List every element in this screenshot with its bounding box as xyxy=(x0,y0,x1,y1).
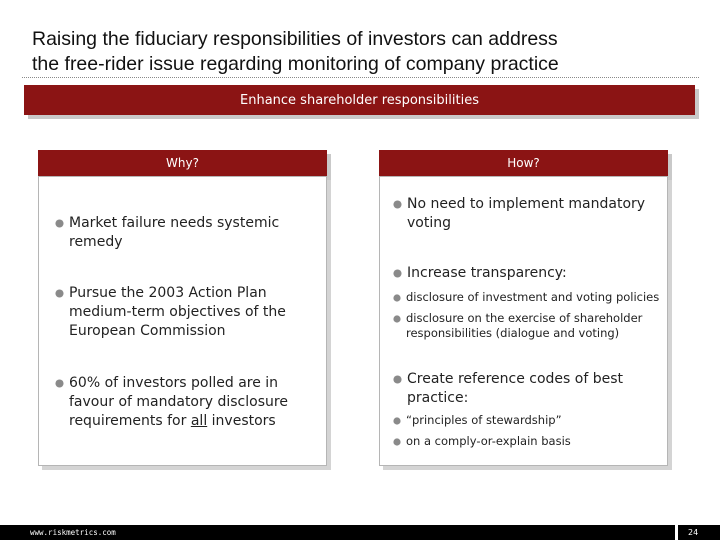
disc-bullet-icon xyxy=(393,269,402,278)
banner-label: Enhance shareholder responsibilities xyxy=(240,92,479,108)
why-bullet-3-text-b: investors xyxy=(207,413,276,429)
disc-bullet-icon xyxy=(393,375,402,384)
why-header xyxy=(38,150,327,176)
slide-title xyxy=(32,27,672,77)
how-item-3 xyxy=(393,290,668,305)
footer-separator xyxy=(675,525,678,540)
slide-title-line-2: the free-rider issue regarding monitoring of company practice xyxy=(32,53,559,75)
why-bullet-1 xyxy=(55,214,295,252)
why-bullet-3-underlined: all xyxy=(190,413,208,429)
how-item-1 xyxy=(393,195,658,233)
how-item-3-text: disclosure of investment and voting policies xyxy=(406,290,660,304)
disc-bullet-icon xyxy=(393,417,401,425)
disc-bullet-icon xyxy=(393,200,402,209)
why-bullet-2-text: Pursue the 2003 Action Plan medium-term objectives of the European Commission xyxy=(69,285,286,339)
how-item-6 xyxy=(393,413,658,428)
how-item-4-text: disclosure on the exercise of shareholder responsibilities (dialogue and voting) xyxy=(406,311,643,340)
banner xyxy=(24,85,695,115)
why-bullet-1-text: Market failure needs systemic remedy xyxy=(69,215,280,250)
disc-bullet-icon xyxy=(393,315,401,323)
how-header xyxy=(379,150,668,176)
how-header-label: How? xyxy=(507,156,540,170)
how-item-5-text: Create reference codes of best practice: xyxy=(407,371,624,406)
disc-bullet-icon xyxy=(393,294,401,302)
why-bullet-3-text-a: 60% of investors polled are in favour of mandatory disclosure requirements for xyxy=(69,375,288,429)
how-item-4 xyxy=(393,311,653,341)
footer-url[interactable]: www.riskmetrics.com xyxy=(30,528,116,537)
why-bullet-3 xyxy=(55,374,300,431)
disc-bullet-icon xyxy=(55,219,64,228)
why-header-label: Why? xyxy=(166,156,199,170)
why-bullet-2 xyxy=(55,284,310,341)
disc-bullet-icon xyxy=(55,379,64,388)
disc-bullet-icon xyxy=(393,438,401,446)
how-item-2 xyxy=(393,264,658,283)
disc-bullet-icon xyxy=(55,289,64,298)
how-item-2-text: Increase transparency: xyxy=(407,265,567,281)
page-number: 24 xyxy=(688,528,699,537)
slide-title-line-1: Raising the fiduciary responsibilities of investors can address xyxy=(32,28,558,50)
how-item-7 xyxy=(393,434,658,449)
how-item-1-text: No need to implement mandatory voting xyxy=(407,196,646,231)
how-item-5 xyxy=(393,370,658,408)
how-item-6-text: “principles of stewardship” xyxy=(406,413,562,427)
how-item-7-text: on a comply-or-explain basis xyxy=(406,434,571,448)
why-bullet-3-text xyxy=(69,374,300,431)
title-divider xyxy=(22,77,699,78)
